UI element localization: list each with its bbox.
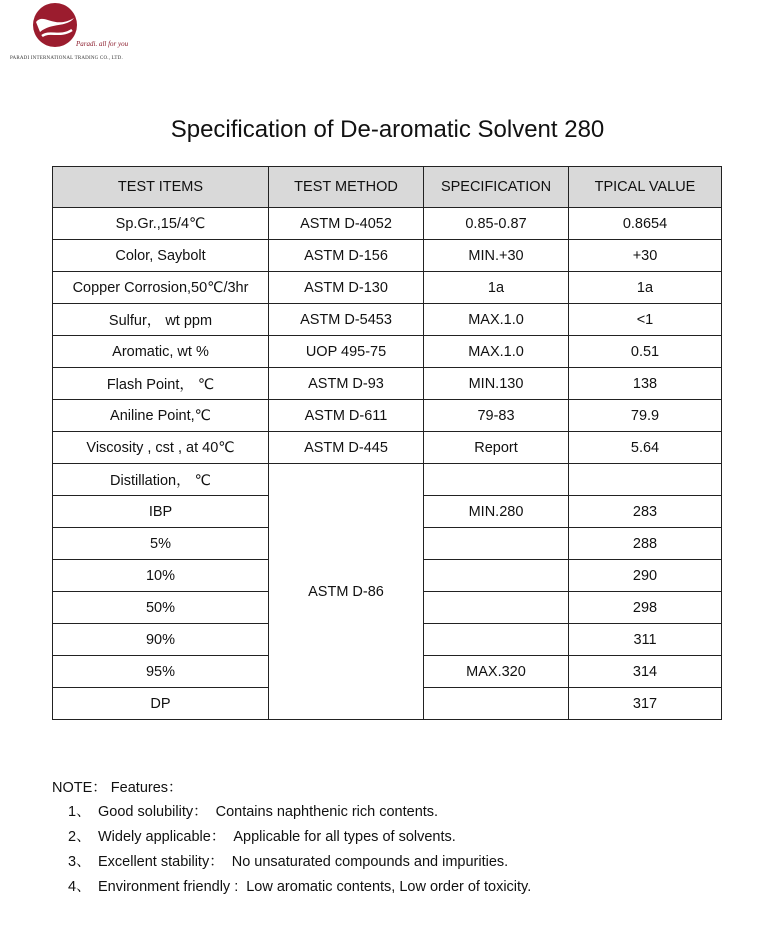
cell-method: ASTM D-93 <box>269 368 424 400</box>
note-description: Low aromatic contents, Low order of toxicity. <box>246 879 532 895</box>
cell-item: Copper Corrosion,50℃/3hr <box>53 272 269 304</box>
cell-spec <box>424 688 569 720</box>
specification-table <box>52 166 722 720</box>
note-description: Applicable for all types of solvents. <box>233 829 456 845</box>
features-notes <box>52 776 531 900</box>
cell-spec: 0.85-0.87 <box>424 208 569 240</box>
cell-item: 5% <box>53 528 269 560</box>
note-label: Good solubility： <box>98 804 208 820</box>
company-logo <box>10 2 138 64</box>
cell-spec: 1a <box>424 272 569 304</box>
cell-method: ASTM D-156 <box>269 240 424 272</box>
cell-spec: MIN.280 <box>424 496 569 528</box>
cell-spec: MIN.+30 <box>424 240 569 272</box>
cell-item: Viscosity , cst , at 40℃ <box>53 432 269 464</box>
cell-item: Color, Saybolt <box>53 240 269 272</box>
cell-value <box>569 464 722 496</box>
header-test-items: TEST ITEMS <box>53 167 269 208</box>
note-description: Contains naphthenic rich contents. <box>215 804 439 820</box>
cell-spec: Report <box>424 432 569 464</box>
cell-item: 50% <box>53 592 269 624</box>
page-title: Specification of De-aromatic Solvent 280 <box>170 116 605 143</box>
table-row <box>53 432 722 464</box>
cell-spec: MAX.320 <box>424 656 569 688</box>
cell-method: ASTM D-445 <box>269 432 424 464</box>
table-row <box>53 272 722 304</box>
cell-value: 288 <box>569 528 722 560</box>
cell-value: 0.51 <box>569 336 722 368</box>
logo-company-name: PARADI INTERNATIONAL TRADING CO., LTD. <box>10 56 123 61</box>
table-header-row <box>53 167 722 208</box>
cell-spec: MAX.1.0 <box>424 304 569 336</box>
cell-value: <1 <box>569 304 722 336</box>
cell-method: ASTM D-130 <box>269 272 424 304</box>
cell-value: 298 <box>569 592 722 624</box>
logo-tagline: Paradi. all for you <box>76 40 129 48</box>
cell-spec <box>424 464 569 496</box>
cell-value: 0.8654 <box>569 208 722 240</box>
table-row <box>53 304 722 336</box>
cell-spec <box>424 592 569 624</box>
cell-item: Sulfur， wt ppm <box>53 304 269 336</box>
cell-value: 290 <box>569 560 722 592</box>
note-number: 1、 <box>68 804 91 820</box>
cell-value: 5.64 <box>569 432 722 464</box>
cell-item: Aniline Point,℃ <box>53 400 269 432</box>
note-label: Widely applicable： <box>98 829 226 845</box>
cell-value: 317 <box>569 688 722 720</box>
cell-spec: MIN.130 <box>424 368 569 400</box>
header-typical-value: TPICAL VALUE <box>569 167 722 208</box>
note-description: No unsaturated compounds and impurities. <box>231 854 509 870</box>
cell-method-distillation: ASTM D-86 <box>269 464 424 720</box>
note-number: 2、 <box>68 829 91 845</box>
note-label: Environment friendly : <box>98 879 239 895</box>
cell-item: 95% <box>53 656 269 688</box>
table-row <box>53 336 722 368</box>
cell-method: ASTM D-4052 <box>269 208 424 240</box>
cell-item: Sp.Gr.,15/4℃ <box>53 208 269 240</box>
cell-spec: 79-83 <box>424 400 569 432</box>
cell-method: ASTM D-5453 <box>269 304 424 336</box>
cell-spec <box>424 560 569 592</box>
table-row-distillation <box>53 464 722 496</box>
note-item <box>52 875 531 900</box>
note-item <box>52 825 531 850</box>
note-number: 4、 <box>68 879 91 895</box>
cell-method: UOP 495-75 <box>269 336 424 368</box>
header-specification: SPECIFICATION <box>424 167 569 208</box>
note-item <box>52 800 531 825</box>
cell-value: +30 <box>569 240 722 272</box>
cell-item: Distillation， ℃ <box>53 464 269 496</box>
notes-heading: NOTE： Features： <box>52 780 183 796</box>
cell-value: 138 <box>569 368 722 400</box>
header-test-method: TEST METHOD <box>269 167 424 208</box>
cell-value: 311 <box>569 624 722 656</box>
table-row <box>53 208 722 240</box>
cell-spec: MAX.1.0 <box>424 336 569 368</box>
cell-value: 314 <box>569 656 722 688</box>
cell-value: 283 <box>569 496 722 528</box>
cell-method: ASTM D-611 <box>269 400 424 432</box>
table-row <box>53 368 722 400</box>
note-item <box>52 850 531 875</box>
cell-item: DP <box>53 688 269 720</box>
cell-spec <box>424 528 569 560</box>
cell-value: 1a <box>569 272 722 304</box>
cell-item: Aromatic, wt % <box>53 336 269 368</box>
table-row <box>53 240 722 272</box>
note-label: Excellent stability： <box>98 854 224 870</box>
cell-item: Flash Point， ℃ <box>53 368 269 400</box>
cell-item: IBP <box>53 496 269 528</box>
logo-emblem-icon <box>32 2 78 48</box>
cell-item: 10% <box>53 560 269 592</box>
table-row <box>53 400 722 432</box>
cell-value: 79.9 <box>569 400 722 432</box>
cell-item: 90% <box>53 624 269 656</box>
note-number: 3、 <box>68 854 91 870</box>
cell-spec <box>424 624 569 656</box>
